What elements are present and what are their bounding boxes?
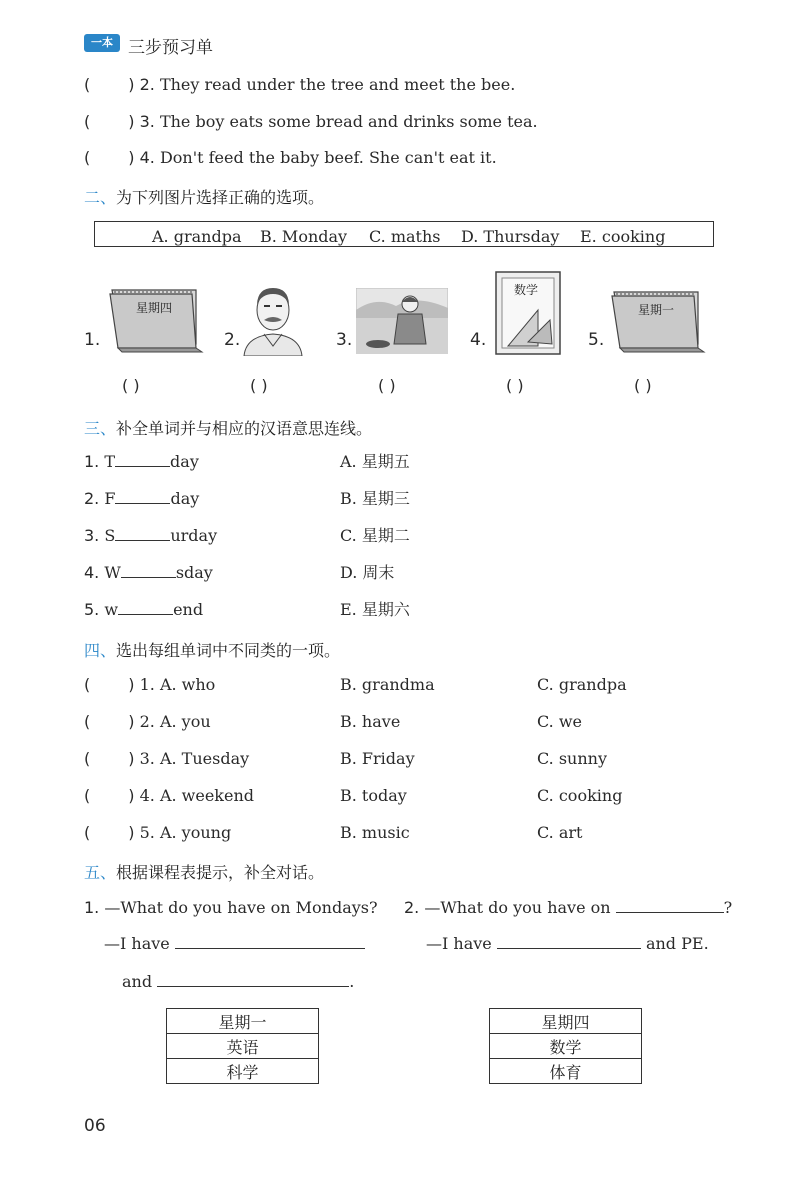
cooking-boy-icon	[356, 288, 448, 354]
option-c: C. maths	[369, 227, 441, 246]
choice-c: C. we	[537, 712, 583, 731]
book-caption: 数学	[514, 283, 539, 297]
picture-label: 1.	[84, 330, 101, 350]
grandpa-icon	[240, 280, 306, 356]
dialogue-answer-2: —I have and PE.	[426, 934, 709, 953]
answer-blank[interactable]: ( )	[378, 376, 396, 395]
table-cell: 体育	[490, 1059, 642, 1084]
section-heading: 四、选出每组单词中不同类的一项。	[84, 641, 341, 660]
question-item: ( ) 2. They read under the tree and meet the bee.	[84, 75, 516, 94]
calendar-caption: 星期四	[136, 301, 173, 315]
brand-logo: 一本	[84, 34, 120, 52]
choice-row: ( ) 4. A. weekend	[84, 786, 255, 805]
meaning-item: D. 周末	[340, 563, 395, 582]
picture-label: 2.	[224, 330, 241, 350]
choice-b: B. grandma	[340, 675, 435, 694]
schedule-table-monday	[166, 1008, 319, 1084]
choice-b: B. music	[340, 823, 410, 842]
choice-c: C. grandpa	[537, 675, 627, 694]
word-blank[interactable]	[115, 452, 170, 467]
option-e: E. cooking	[580, 227, 666, 246]
meaning-item: A. 星期五	[340, 452, 410, 471]
word-item: 4. W sday	[84, 563, 213, 582]
dialogue-answer-1: —I have	[104, 934, 365, 954]
schedule-table-thursday	[489, 1008, 642, 1084]
answer-blank[interactable]: ( )	[506, 376, 524, 395]
page-header-title: 三步预习单	[128, 38, 213, 58]
question-item: ( ) 4. Don't feed the baby beef. She can't eat it.	[84, 148, 497, 167]
option-d: D. Thursday	[461, 227, 560, 246]
word-item: 5. w end	[84, 600, 204, 619]
word-blank[interactable]	[118, 600, 173, 615]
picture-label: 5.	[588, 330, 605, 350]
choice-c: C. art	[537, 823, 583, 842]
meaning-item: E. 星期六	[340, 600, 410, 619]
question-text: The boy eats some bread and drinks some tea.	[159, 112, 538, 131]
dialogue-answer-1-cont: and .	[122, 972, 355, 991]
calendar-icon	[104, 282, 204, 354]
maths-book-icon	[494, 270, 564, 356]
page-number: 06	[84, 1116, 106, 1136]
question-text: Don't feed the baby beef. She can't eat it.	[159, 148, 497, 167]
dialogue-question-1: 1. —What do you have on Mondays?	[84, 898, 378, 917]
answer-blank-line[interactable]	[497, 934, 641, 949]
option-b: B. Monday	[260, 227, 348, 246]
calendar-caption: 星期一	[638, 303, 675, 317]
section-heading: 五、根据课程表提示，补全对话。	[84, 863, 325, 882]
picture-label: 3.	[336, 330, 353, 350]
section-heading: 二、为下列图片选择正确的选项。	[84, 188, 325, 207]
table-cell: 星期一	[167, 1009, 319, 1034]
table-cell: 星期四	[490, 1009, 642, 1034]
table-cell: 科学	[167, 1059, 319, 1084]
answer-blank[interactable]: ( )	[634, 376, 652, 395]
meaning-item: B. 星期三	[340, 489, 410, 508]
choice-c: C. sunny	[537, 749, 608, 768]
answer-blank[interactable]: ( )	[122, 376, 140, 395]
choice-b: B. Friday	[340, 749, 415, 768]
choice-row: ( ) 3. A. Tuesday	[84, 749, 250, 768]
word-blank[interactable]	[115, 489, 170, 504]
word-blank[interactable]	[121, 563, 176, 578]
word-blank[interactable]	[115, 526, 170, 541]
picture-label: 4.	[470, 330, 487, 350]
answer-blank-line[interactable]	[616, 898, 724, 913]
word-item: 1. T day	[84, 452, 199, 471]
choice-row: ( ) 2. A. you	[84, 712, 211, 731]
table-cell: 数学	[490, 1034, 642, 1059]
answer-blank-line[interactable]	[175, 934, 365, 949]
word-item: 3. S urday	[84, 526, 218, 545]
dialogue-question-2: 2. —What do you have on ?	[404, 898, 733, 917]
choice-b: B. have	[340, 712, 401, 731]
word-item: 2. F day	[84, 489, 200, 508]
question-item: ( ) 3. The boy eats some bread and drinks some tea.	[84, 112, 538, 131]
question-text: They read under the tree and meet the bee.	[159, 75, 516, 94]
section-heading: 三、补全单词并与相应的汉语意思连线。	[84, 419, 373, 438]
option-a: A. grandpa	[152, 227, 242, 246]
choice-row: ( ) 1. A. who	[84, 675, 216, 694]
calendar-icon	[606, 286, 706, 356]
table-cell: 英语	[167, 1034, 319, 1059]
meaning-item: C. 星期二	[340, 526, 410, 545]
answer-blank-line[interactable]	[157, 972, 349, 987]
choice-row: ( ) 5. A. young	[84, 823, 232, 842]
answer-blank[interactable]: ( )	[250, 376, 268, 395]
choice-c: C. cooking	[537, 786, 623, 805]
choice-b: B. today	[340, 786, 407, 805]
